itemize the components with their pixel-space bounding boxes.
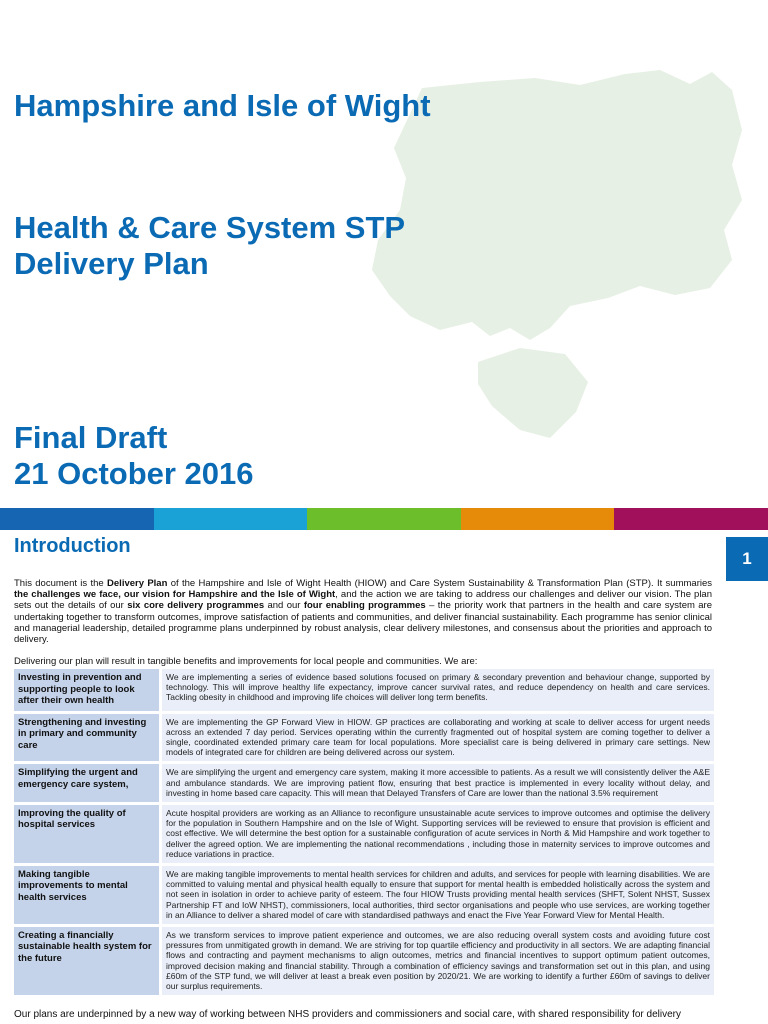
table-row	[14, 712, 714, 763]
row-label: Creating a financially sustainable health system for the future	[14, 925, 161, 996]
footer-paragraph: Our plans are underpinned by a new way of working between NHS providers and commissioners and social care, with shared responsibility for delivery	[14, 1009, 681, 1020]
table-row	[14, 803, 714, 864]
row-label: Making tangible improvements to mental health services	[14, 864, 161, 925]
intro-paragraph: This document is the Delivery Plan of the Hampshire and Isle of Wight Health (HIOW) and Care System Sustainability & Transformation Plan (STP). It summaries the challenges we face, our vision for Hampshire and the Isle of Wight, and the action we are taking to address our challenges and deliver our vision. The plan sets out the details of our six core delivery programmes and our four enabling programmes – the priority work that partners in the health and care system are undertaking together to transform outcomes, improve satisfaction of patients and communities, and deliver financial sustainability. Each programme has senior clinical and managerial leadership, detailed programme plans underpinned by robust analysis, clear delivery milestones, and consensus about the priorities and approach to delivery.	[14, 578, 713, 646]
table-row	[14, 763, 714, 804]
row-label: Strengthening and investing in primary and community care	[14, 712, 161, 763]
color-band	[0, 508, 768, 530]
table-row	[14, 925, 714, 996]
table-row	[14, 864, 714, 925]
row-text: As we transform services to improve patient experience and outcomes, we are also reducing overall system costs and avoiding future cost pressures from unmitigated growth in demand. We are striving for top quartile efficiency and productivity in all sectors. We are adapting financial flows and contracting and payment mechanisms to align outcomes, metrics and financial incentives to support optimum patient outcomes, improved decision making and financial stability. Through a combination of efficiency savings and transformation set out in this plan, and using £60m of the STP fund, we will deliver at least a break even position by 2020/21. We are working to identify a further £60m of savings to deliver our surplus requirements.	[161, 925, 715, 996]
draft-status	[14, 420, 254, 492]
status-text: Final Draft	[14, 420, 168, 455]
row-text: We are implementing a series of evidence based solutions focused on primary & secondary prevention and behaviour change, supported by technology. This will improve healthy life expectancy, improve cancer survival rates, and reduce dependency on health and care services. Tackling obesity in childhood and improving life choices will deliver long term benefits.	[161, 669, 715, 712]
document-title: Hampshire and Isle of Wight	[14, 88, 431, 123]
band-segment	[461, 508, 615, 530]
band-segment	[0, 508, 154, 530]
table-row	[14, 669, 714, 712]
page-number-badge: 1	[726, 537, 768, 581]
band-segment	[614, 508, 768, 530]
row-text: We are implementing the GP Forward View in HIOW. GP practices are collaborating and working at scale to deliver access for urgent needs across an extended 7 day period. Services operating within the currently fragmented out of hospital system are coming together to deliver a single, coordinated extended primary care team for local populations. More specialist care is being delivered in primary care settings. New models of integrated care for children are being delivered across our system.	[161, 712, 715, 763]
benefits-table	[14, 669, 714, 998]
date-text: 21 October 2016	[14, 456, 254, 491]
row-label: Simplifying the urgent and emergency care system,	[14, 763, 161, 804]
band-segment	[307, 508, 461, 530]
band-segment	[154, 508, 308, 530]
isle-of-wight-shape	[478, 348, 588, 438]
row-text: Acute hospital providers are working as an Alliance to reconfigure unsustainable acute services to improve outcomes and optimise the delivery for the population in Southern Hampshire and on the Isle of Wight. Supporting services will be reviewed to ensure that provision is efficient and cost effective. We will determine the best option for a sustainable configuration of acute services in North & Mid Hampshire and work together to deliver the agreed option. We are implementing the national recommendations , including those in maternity services to improve outcomes and reduce variations in practice.	[161, 803, 715, 864]
row-label: Improving the quality of hospital services	[14, 803, 161, 864]
row-label: Investing in prevention and supporting people to look after their own health	[14, 669, 161, 712]
section-heading: Introduction	[14, 535, 131, 557]
document-subtitle: Health & Care System STP Delivery Plan	[14, 210, 405, 281]
benefits-lead-in: Delivering our plan will result in tangible benefits and improvements for local people and communities. We are:	[14, 656, 478, 667]
row-text: We are making tangible improvements to mental health services for children and adults, and services for people with learning disabilities. We are committed to valuing mental and physical health equally to ensure that support for mental health is embedded holistically across the system and not seen in isolation in order to achieve parity of esteem. The four HIOW Trusts providing mental health services (SHFT, Solent NHST, Sussex Partnership FT and IoW NHST), commissioners, local authorities, third sector organisations and people who use services, are working together in an Alliance to deliver a shared model of care with standardised pathways and enact the Five Year Forward View for Mental Health.	[161, 864, 715, 925]
row-text: We are simplifying the urgent and emergency care system, making it more accessible to patients. As a result we will consistently deliver the A&E and ambulance standards. We are improving patient flow, ensuring that best practice is implemented in every locality without delay, and investing in home based care capacity. This will mean that Delayed Transfers of Care are lower than the national 3.5% requirement	[161, 763, 715, 804]
